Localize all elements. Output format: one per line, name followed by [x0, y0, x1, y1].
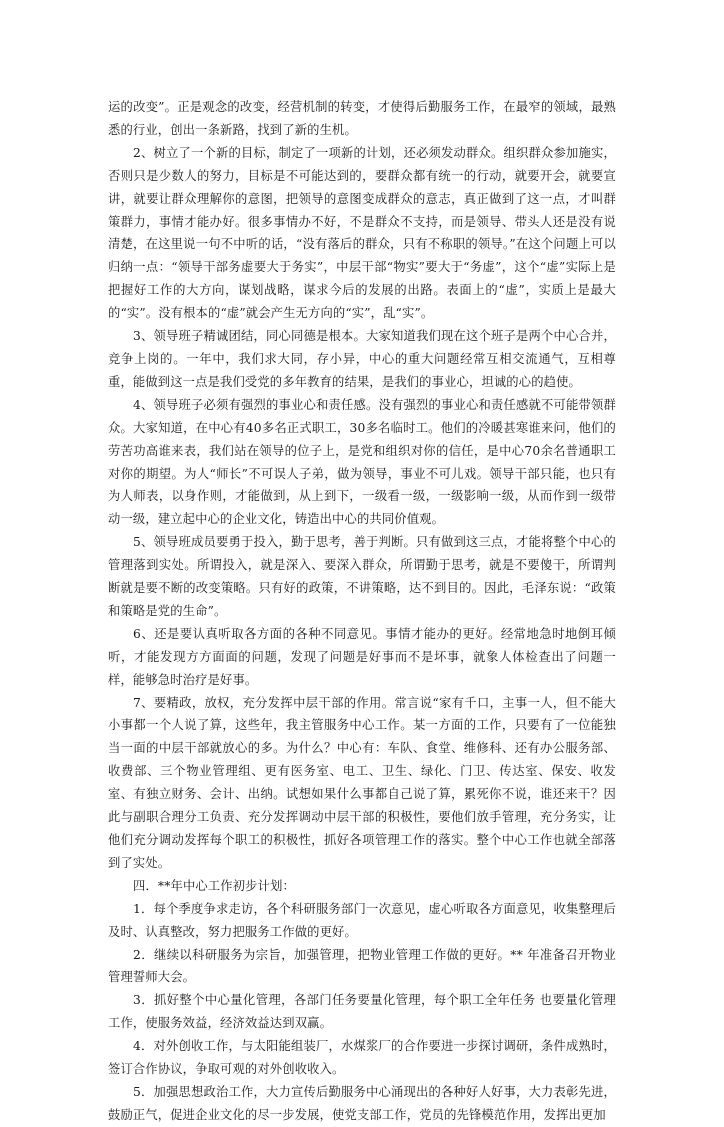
paragraph-item-5-dedication: 5、领导班成员要勇于投入，勤于思考，善于判断。只有做到这三点，才能将整个中心的管理落到实处。所谓投入，就是深入、要深入群众，所谓勤于思考，就是不要傻干，所谓判断就是要不断的改变策略。只有好的政策，不讲策略，达不到目的。因此，毛泽东说：“政策和策略是党的生命”。 [108, 535, 616, 618]
plan-item-2: 2．继续以科研服务为宗旨，加强管理，把物业管理工作做的更好。** 年准备召开物业管理誓师大会。 [108, 947, 616, 985]
section-heading-plan: 四．**年中心工作初步计划： [133, 878, 295, 893]
paragraph-item-3-team-unity: 3、领导班子精诚团结，同心同德是根本。大家知道我们现在这个班子是两个中心合并，竞争上岗的。一年中，我们求大同，存小异，中心的重大问题经常互相交流通气，互相尊重，能做到这一点是我们受党的多年教育的结果，是我们的事业心，坦诚的心的趋使。 [108, 329, 616, 389]
document-body [108, 96, 616, 1127]
paragraph-item-2-mobilize-masses: 2、树立了一个新的目标，制定了一项新的计划，还必须发动群众。组织群众参加施实，否则只是少数人的努力，目标是不可能达到的，要群众都有统一的行动，就要开会，就要宣讲，就要让群众理解你的意图，把领导的意图变成群众的意志，真正做到了这一点，才叫群策群力，事情才能办好。很多事情办不好，不是群众不支持，而是领导、带头人还是没有说清楚，在这里说一句不中听的话，“没有落后的群众，只有不称职的领导。”在这个问题上可以归纳一点：“领导干部务虚要大于务实”，中层干部“物实”要大于“务虚”，这个“虚”实际上是把握好工作的大方向，谋划战略，谋求今后的发展的出路。表面上的“虚”，实质上是最大的“实”。没有根本的“虚”就会产生无方向的“实”，乱“实”。 [108, 145, 616, 321]
paragraph-continuation: 运的改变”。正是观念的改变，经营机制的转变，才使得后勤服务工作，在最窄的领域，最熟悉的行业，创出一条新路，找到了新的生机。 [108, 100, 616, 137]
plan-item-4: 4．对外创收工作，与太阳能组装厂，水煤浆厂的合作要进一步探讨调研，条件成熟时，签订合作协议，争取可观的对外创收收入。 [108, 1039, 616, 1077]
paragraph-item-4-responsibility: 4、领导班子必须有强烈的事业心和责任感。没有强烈的事业心和责任感就不可能带领群众。大家知道，在中心有40多名正式职工，30多名临时工。他们的冷暖甚寒谁来问，他们的劳苦功高谁来表，我们站在领导的位子上，是党和组织对你的信任，是中心70余名普通职工对你的期望。为人“师长”不可误人子弟，做为领导，事业不可儿戏。领导干部只能，也只有为人师表，以身作则，才能做到，从上到下，一级看一级，一级影响一级，从而作到一级带动一级，建立起中心的企业文化，铸造出中心的共同价值观。 [108, 397, 616, 527]
paragraph-item-7-delegate-power: 7、要精政，放权，充分发挥中层干部的作用。常言说“家有千口，主事一人，但不能大小事都一个人说了算，这些年，我主管服务中心工作。某一方面的工作，只要有了一位能独当一面的中层干部就放心的多。为什么？中心有：车队、食堂、维修科、还有办公服务部、收费部、三个物业管理组、更有医务室、电工、卫生、绿化、门卫、传达室、保安、收发室、有独立财务、会计、出纳。试想如果什么事都自己说了算，累死你不说，谁还来干？因此与副职合理分工负责、充分发挥调动中层干部的积极性，要他们放手管理，充分务实，让他们充分调动发挥每个职工的积极性，抓好各项管理工作的落实。整个中心工作也就全部落到了实处。 [108, 695, 616, 870]
paragraph-item-6-listen-opinions: 6、还是要认真听取各方面的各种不同意见。事情才能办的更好。经常地急时地倒耳倾听，才能发现方方面面的问题，发现了问题是好事而不是坏事，就象人体检查出了问题一样，能够急时治疗是好事。 [108, 626, 616, 687]
plan-item-3: 3．抓好整个中心量化管理，各部门任务要量化管理，每个职工全年任务 也要量化管理工作，使服务效益，经济效益达到双赢。 [108, 993, 616, 1031]
plan-item-1: 1．每个季度争求走访，各个科研服务部门一次意见，虚心听取各方面意见，收集整理后及时、认真整改，努力把服务工作做的更好。 [108, 901, 616, 939]
plan-item-5: 5．加强思想政治工作，大力宣传后勤服务中心涌现出的各种好人好事，大力表彰先进，鼓励正气，促进企业文化的尽一步发展，使党支部工作，党员的先锋模范作用，发挥出更加 [108, 1084, 616, 1122]
